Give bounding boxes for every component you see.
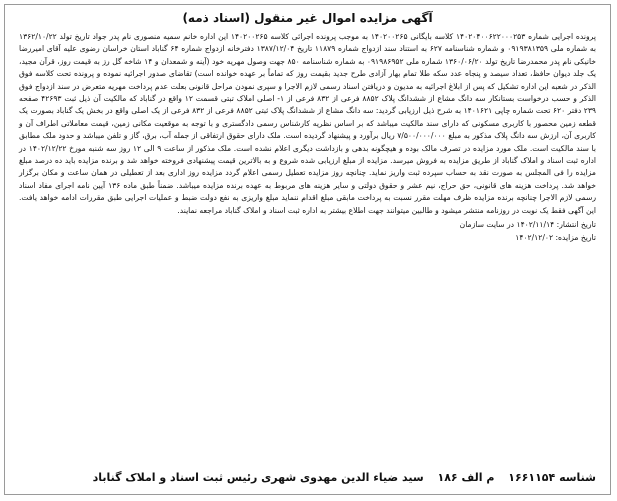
notice-dates: تاریخ انتشار: ۱۴۰۲/۱۱/۱۴ در سایت سازمان تاریخ مزایده: ۱۴۰۲/۱۲/۰۲ xyxy=(459,220,596,242)
notice-code: م الف ۱۸۶ xyxy=(437,471,495,484)
notice-title: آگهی مزایده اموال غیر منقول (اسناد ذمه) xyxy=(182,11,433,25)
notice-frame xyxy=(4,4,611,495)
notice-footer xyxy=(19,471,596,484)
notice-body-text: پرونده اجرایی شماره ۱۴۰۲۰۴۰۰۶۲۲۰۰۰۲۵۳ کلاسه بایگانی ۱۴۰۲۰۰۲۶۵ به موجب پرونده اجرائی کلاسه ۱۴۰۲۰۰۲۶۵ این اداره خانم سمیه منصوری نام پدر جواد تاریخ تولد ۱۳۶۲/۱۰/۲۲ به شماره ملی ۰۹۱۹۳۸۱۳۵۹ و شماره شناسنامه ۶۲۷ به استناد سند ازدواج شماره ۱۱۸۷۹ تاریخ ۱۳۸۷/۱۲/۰۴ دفترخانه ازدواج شماره ۶۴ گناباد استان خراسان رضوی علیه آقای امیررضا خانیکی نام پدر محمدرضا تاریخ تولد ۱۳۶۰/۰۶/۲۰ شماره ملی ۰۹۱۹۸۶۹۵۲ به شماره شناسنامه ۸۵۰ جهت وصول مهریه خود (آینه و شمعدان و ۱۴ شاخه گل رز به قیمت روز، قرآن مجید، یک جلد دیوان حافظ، تعداد سیصد و پنجاه عدد سکه طلا تمام بهار آزادی طرح جدید بقیمت روز که تماماً بر عهده خوانده است) تقاضای صدور اجرائیه نموده و پرونده تحت کلاسه فوق الذکر در شعبه این اداره تشکیل که پس از ابلاغ اجرائیه به مدیون و دریافتن اسناد رسمی لازم الاجرا و سپری نمودن مراحل قانونی بعلت عدم پرداخت مهریه متعرض در سند ازدواج فوق الذکر و حسب درخواست بستانکار سه دانگ مشاع از ششدانگ پلاک ۸۸۵۲ فرعی از ۸۳۲ فرعی از ۱- اصلی املاک تبتی قسمت ۱۲ واقع در گناباد که مالکیت آن ذیل ثبت ۴۲۶۹۳ صفحه ۲۳۹ دفتر ۶۲۰ تحت شماره چاپی ۱۴۰۱۶۲۱ به شرح ذیل ارزیابی گردید: سه دانگ مشاع از ششدانگ پلاک ثبتی ۸۸۵۲ فرعی از ۸۳۲ فرعی از یک اصلی واقع در بخش یک گناباد بصورت یک قطعه زمین محصور با کاربری مسکونی که دارای سند مالکیت میباشد که بر اساس نظریه کارشناس رسمی دادگستری و با توجه به موقعیت مکانی زمین، قیمت معاملاتی اطراف آن و کاربری آن، ارزش سه دانگ پلاک مذکور به مبلغ ۷/۵۰۰/۰۰۰/۰۰۰ ریال برآورد و پیشنهاد گردیده است. ملک دارای حقوق ارتفاقی از جمله آب، برق، گاز و تلفن میباشد و حدود ملک مطابق با سند مالکیت است. ملک مورد مزایده در تصرف مالک بوده و هیچگونه بدهی و بازداشت دیگری اعلام نشده است. ملک مذکور از ساعت ۹ الی ۱۲ روز سه شنبه مورخ ۱۴۰۲/۱۲/۲۲ در اداره ثبت اسناد و املاک گناباد از طریق مزایده به فروش میرسد. مزایده از مبلغ ارزیابی شده شروع و به بالاترین قیمت پیشنهادی فروخته خواهد شد و برنده مزایده باید ده درصد مبلغ مزایده را فی المجلس به صورت نقد به حساب سپرده ثبت واریز نماید. چنانچه روز مزایده تعطیل رسمی اعلام گردد مزایده روز اداری بعد از تعطیلی در همان ساعت و مکان برگزار خواهد شد. پرداخت هزینه های قانونی، حق حراج، نیم عشر و حقوق دولتی و سایر هزینه های مربوط به عهده برنده مزایده میباشد. ضمناً طبق ماده ۱۳۶ آیین نامه اجرای مفاد اسناد رسمی لازم الاجرا چنانچه برنده مزایده ظرف مهلت مقرر نسبت به پرداخت مابقی مبلغ اقدام ننماید مبلغ واریزی به نفع دولت ضبط و عملیات اجرایی طبق مقررات ادامه خواهد یافت. این آگهی فقط یک نوبت در روزنامه منتشر میشود و طالبین میتوانند جهت اطلاع بیشتر به اداره ثبت اسناد و املاک گناباد مراجعه نمایند. xyxy=(19,32,597,215)
notice-id: شناسه ۱۶۶۱۱۵۴ xyxy=(508,471,596,484)
notice-signature: سید ضیاء الدین مهدوی شهری رئیس ثبت اسناد و املاک گناباد xyxy=(92,471,424,484)
notice-body xyxy=(19,31,596,244)
